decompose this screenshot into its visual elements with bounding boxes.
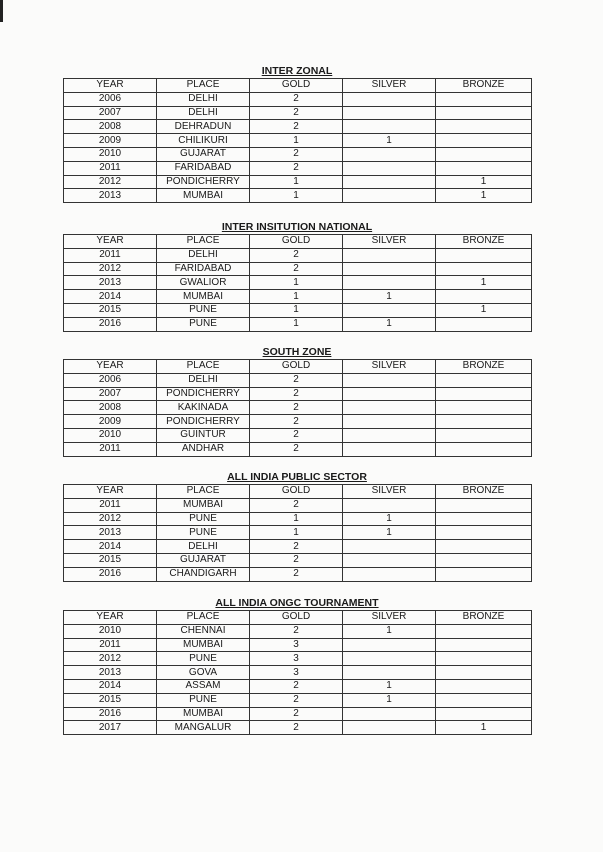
cell-year: 2012 [64,262,157,276]
section-south-zone [63,345,531,457]
cell-bronze: 1 [436,189,532,203]
table-row [64,387,532,401]
cell-place: MUMBAI [157,189,250,203]
cell-place: PUNE [157,317,250,331]
table-header-row [64,360,532,374]
section-all-india-ongc-tournament [63,596,531,735]
cell-place: ANDHAR [157,442,250,456]
column-header-silver: SILVER [343,79,436,93]
cell-year: 2013 [64,276,157,290]
cell-silver: 1 [343,512,436,526]
cell-year: 2016 [64,567,157,581]
cell-gold: 2 [250,707,343,721]
cell-place: MUMBAI [157,498,250,512]
cell-place: GUJARAT [157,553,250,567]
cell-bronze [436,442,532,456]
cell-gold: 2 [250,693,343,707]
column-header-year: YEAR [64,360,157,374]
table-row [64,721,532,735]
cell-bronze [436,512,532,526]
cell-bronze [436,553,532,567]
cell-bronze [436,679,532,693]
table-row [64,707,532,721]
cell-year: 2008 [64,401,157,415]
section-title: ALL INDIA ONGC TOURNAMENT [215,597,379,609]
cell-year: 2014 [64,679,157,693]
cell-bronze [436,540,532,554]
cell-silver [343,401,436,415]
cell-gold: 2 [250,106,343,120]
cell-bronze [436,317,532,331]
cell-year: 2006 [64,373,157,387]
cell-gold: 2 [250,415,343,429]
table-header-row [64,611,532,625]
table-row [64,317,532,331]
cell-place: GUJARAT [157,147,250,161]
column-header-gold: GOLD [250,79,343,93]
cell-place: DEHRADUN [157,120,250,134]
medal-table [63,359,532,457]
cell-silver [343,498,436,512]
cell-year: 2015 [64,303,157,317]
cell-place: KAKINADA [157,401,250,415]
cell-bronze [436,387,532,401]
medal-table [63,78,532,203]
cell-gold: 2 [250,161,343,175]
cell-year: 2010 [64,624,157,638]
cell-silver [343,189,436,203]
cell-silver: 1 [343,290,436,304]
column-header-silver: SILVER [343,360,436,374]
cell-place: DELHI [157,373,250,387]
cell-silver: 1 [343,134,436,148]
cell-silver [343,707,436,721]
cell-year: 2007 [64,106,157,120]
column-header-year: YEAR [64,79,157,93]
table-row [64,120,532,134]
column-header-year: YEAR [64,485,157,499]
cell-gold: 2 [250,120,343,134]
table-row [64,92,532,106]
section-title: ALL INDIA PUBLIC SECTOR [227,471,367,483]
table-row [64,147,532,161]
cell-year: 2013 [64,189,157,203]
section-title: SOUTH ZONE [262,346,332,358]
cell-gold: 1 [250,276,343,290]
cell-year: 2012 [64,512,157,526]
cell-place: ASSAM [157,679,250,693]
cell-silver [343,175,436,189]
cell-year: 2013 [64,526,157,540]
cell-gold: 1 [250,303,343,317]
cell-place: CHANDIGARH [157,567,250,581]
cell-bronze [436,248,532,262]
cell-bronze [436,638,532,652]
column-header-bronze: BRONZE [436,485,532,499]
cell-bronze [436,92,532,106]
cell-silver [343,161,436,175]
medal-table [63,610,532,735]
table-row [64,401,532,415]
section-inter-zonal [63,64,531,203]
cell-silver [343,373,436,387]
column-header-silver: SILVER [343,235,436,249]
column-header-place: PLACE [157,79,250,93]
table-row [64,134,532,148]
cell-place: GUINTUR [157,428,250,442]
table-row [64,415,532,429]
cell-silver [343,666,436,680]
cell-silver: 1 [343,624,436,638]
table-row [64,652,532,666]
cell-place: MUMBAI [157,290,250,304]
cell-gold: 2 [250,387,343,401]
cell-silver [343,567,436,581]
section-all-india-public-sector [63,470,531,582]
cell-year: 2014 [64,290,157,304]
cell-bronze [436,106,532,120]
cell-bronze [436,624,532,638]
table-row [64,553,532,567]
table-row [64,373,532,387]
table-row [64,679,532,693]
cell-year: 2011 [64,498,157,512]
cell-bronze [436,147,532,161]
cell-gold: 2 [250,248,343,262]
section-inter-institution-national [63,220,531,332]
cell-year: 2009 [64,134,157,148]
table-row [64,161,532,175]
cell-place: GOVA [157,666,250,680]
cell-gold: 3 [250,652,343,666]
cell-year: 2010 [64,147,157,161]
cell-place: CHENNAI [157,624,250,638]
column-header-bronze: BRONZE [436,611,532,625]
cell-place: PUNE [157,526,250,540]
cell-silver [343,276,436,290]
section-title: INTER ZONAL [261,65,333,77]
cell-gold: 1 [250,317,343,331]
cell-year: 2012 [64,175,157,189]
cell-year: 2008 [64,120,157,134]
cell-place: MUMBAI [157,707,250,721]
table-row [64,290,532,304]
table-row [64,106,532,120]
cell-bronze: 1 [436,721,532,735]
table-row [64,498,532,512]
cell-place: DELHI [157,106,250,120]
cell-bronze [436,652,532,666]
cell-gold: 2 [250,624,343,638]
cell-bronze [436,401,532,415]
table-row [64,276,532,290]
cell-bronze [436,526,532,540]
table-row [64,638,532,652]
column-header-bronze: BRONZE [436,79,532,93]
cell-place: PONDICHERRY [157,387,250,401]
cell-bronze: 1 [436,276,532,290]
column-header-place: PLACE [157,611,250,625]
cell-silver [343,442,436,456]
cell-gold: 1 [250,512,343,526]
cell-gold: 2 [250,498,343,512]
cell-year: 2016 [64,707,157,721]
table-row [64,567,532,581]
cell-silver [343,428,436,442]
cell-year: 2013 [64,666,157,680]
cell-place: PUNE [157,652,250,666]
cell-year: 2010 [64,428,157,442]
cell-gold: 2 [250,567,343,581]
table-row [64,248,532,262]
table-row [64,693,532,707]
cell-bronze [436,567,532,581]
table-row [64,540,532,554]
cell-silver [343,248,436,262]
cell-bronze: 1 [436,175,532,189]
cell-silver [343,387,436,401]
cell-silver [343,553,436,567]
column-header-year: YEAR [64,611,157,625]
cell-silver [343,147,436,161]
cell-place: DELHI [157,540,250,554]
column-header-gold: GOLD [250,485,343,499]
cell-place: FARIDABAD [157,161,250,175]
column-header-silver: SILVER [343,485,436,499]
cell-bronze [436,120,532,134]
column-header-place: PLACE [157,485,250,499]
table-row [64,624,532,638]
cell-silver [343,415,436,429]
cell-silver [343,262,436,276]
cell-place: PONDICHERRY [157,415,250,429]
cell-gold: 2 [250,401,343,415]
cell-place: DELHI [157,248,250,262]
cell-place: PUNE [157,693,250,707]
cell-bronze [436,666,532,680]
table-row [64,442,532,456]
medal-table [63,234,532,332]
table-row [64,303,532,317]
cell-place: MANGALUR [157,721,250,735]
cell-silver [343,120,436,134]
cell-gold: 2 [250,540,343,554]
cell-place: PONDICHERRY [157,175,250,189]
cell-bronze: 1 [436,303,532,317]
column-header-gold: GOLD [250,235,343,249]
table-row [64,526,532,540]
cell-year: 2014 [64,540,157,554]
table-row [64,428,532,442]
cell-gold: 1 [250,526,343,540]
cell-place: FARIDABAD [157,262,250,276]
table-row [64,512,532,526]
column-header-gold: GOLD [250,360,343,374]
cell-gold: 2 [250,92,343,106]
cell-place: DELHI [157,92,250,106]
cell-gold: 2 [250,721,343,735]
column-header-place: PLACE [157,235,250,249]
cell-year: 2011 [64,248,157,262]
cell-bronze [436,290,532,304]
cell-gold: 2 [250,373,343,387]
cell-silver [343,638,436,652]
cell-silver [343,721,436,735]
cell-bronze [436,707,532,721]
cell-silver: 1 [343,317,436,331]
cell-bronze [436,262,532,276]
cell-year: 2015 [64,553,157,567]
cell-gold: 2 [250,442,343,456]
cell-bronze [436,161,532,175]
cell-bronze [436,134,532,148]
cell-year: 2012 [64,652,157,666]
column-header-place: PLACE [157,360,250,374]
cell-silver: 1 [343,526,436,540]
cell-year: 2011 [64,442,157,456]
cell-gold: 1 [250,175,343,189]
cell-silver [343,540,436,554]
cell-place: GWALIOR [157,276,250,290]
cell-place: MUMBAI [157,638,250,652]
cell-bronze [436,373,532,387]
cell-year: 2006 [64,92,157,106]
column-header-silver: SILVER [343,611,436,625]
cell-gold: 1 [250,290,343,304]
table-row [64,189,532,203]
table-header-row [64,79,532,93]
cell-gold: 2 [250,428,343,442]
cell-year: 2016 [64,317,157,331]
cell-year: 2007 [64,387,157,401]
cell-silver: 1 [343,679,436,693]
cell-year: 2011 [64,638,157,652]
cell-place: CHILIKURI [157,134,250,148]
cell-gold: 2 [250,679,343,693]
cell-place: PUNE [157,303,250,317]
cell-bronze [436,415,532,429]
cell-silver [343,303,436,317]
cell-gold: 2 [250,147,343,161]
cell-gold: 3 [250,638,343,652]
table-header-row [64,235,532,249]
cell-bronze [436,428,532,442]
cell-silver [343,652,436,666]
cell-gold: 2 [250,262,343,276]
cell-silver [343,92,436,106]
cell-silver: 1 [343,693,436,707]
cell-silver [343,106,436,120]
medal-table [63,484,532,582]
page-edge-mark [0,0,3,22]
table-row [64,262,532,276]
column-header-year: YEAR [64,235,157,249]
cell-gold: 3 [250,666,343,680]
cell-year: 2015 [64,693,157,707]
cell-bronze [436,693,532,707]
cell-year: 2011 [64,161,157,175]
section-title: INTER INSITUTION NATIONAL [221,221,373,233]
cell-year: 2009 [64,415,157,429]
cell-gold: 1 [250,189,343,203]
cell-gold: 1 [250,134,343,148]
column-header-gold: GOLD [250,611,343,625]
cell-gold: 2 [250,553,343,567]
table-header-row [64,485,532,499]
column-header-bronze: BRONZE [436,235,532,249]
column-header-bronze: BRONZE [436,360,532,374]
cell-place: PUNE [157,512,250,526]
cell-year: 2017 [64,721,157,735]
cell-bronze [436,498,532,512]
table-row [64,666,532,680]
table-row [64,175,532,189]
